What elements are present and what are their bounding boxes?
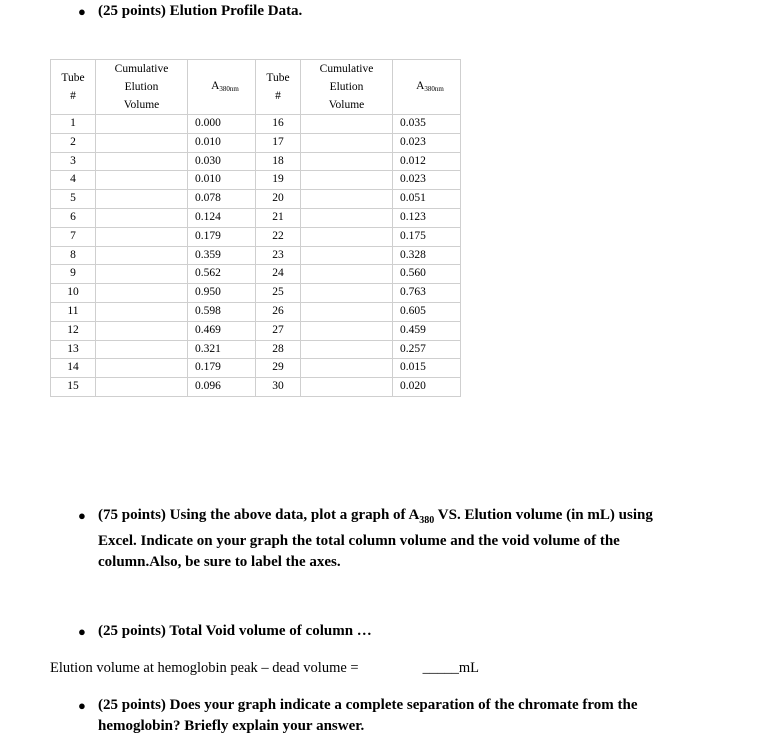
- absorbance-cell: 0.023: [393, 171, 461, 190]
- tube-number-cell: 8: [51, 246, 96, 265]
- tube-number-cell: 17: [256, 133, 301, 152]
- header-absorbance: $A_{380nm}$: [393, 60, 461, 115]
- absorbance-cell: 0.012: [393, 152, 461, 171]
- section-separation-question: [78, 695, 678, 737]
- tube-number-cell: 24: [256, 265, 301, 284]
- bullet-icon: ●: [78, 4, 86, 19]
- elution-volume-cell: [96, 321, 188, 340]
- tube-number-cell: 20: [256, 190, 301, 209]
- formula-text: Elution volume at hemoglobin peak – dead volume =: [50, 660, 359, 676]
- elution-volume-cell: [301, 171, 393, 190]
- elution-volume-cell: [301, 190, 393, 209]
- absorbance-cell: 0.763: [393, 284, 461, 303]
- table-row: [51, 302, 461, 321]
- table-row: [51, 359, 461, 378]
- answer-blank[interactable]: _____mL: [422, 660, 479, 676]
- header-absorbance: $A_{380nm}$: [188, 60, 256, 115]
- bullet-icon: ●: [78, 624, 86, 639]
- elution-volume-cell: [301, 208, 393, 227]
- elution-volume-cell: [301, 133, 393, 152]
- section-plot-graph: [78, 505, 678, 573]
- tube-number-cell: 5: [51, 190, 96, 209]
- elution-volume-cell: [301, 302, 393, 321]
- tube-number-cell: 26: [256, 302, 301, 321]
- header-tube: Tube #: [256, 60, 301, 115]
- table-row: [51, 133, 461, 152]
- absorbance-cell: 0.469: [188, 321, 256, 340]
- elution-volume-cell: [96, 227, 188, 246]
- elution-volume-cell: [96, 359, 188, 378]
- bullet-icon: ●: [78, 508, 86, 523]
- absorbance-cell: 0.020: [393, 378, 461, 397]
- absorbance-cell: 0.000: [188, 115, 256, 134]
- absorbance-cell: 0.179: [188, 227, 256, 246]
- absorbance-cell: 0.359: [188, 246, 256, 265]
- tube-number-cell: 4: [51, 171, 96, 190]
- elution-volume-cell: [96, 284, 188, 303]
- tube-number-cell: 25: [256, 284, 301, 303]
- section-text: (75 points) Using the above data, plot a graph of $A_{380}$ VS. Elution volume (in mL) using Excel. Indicate on your graph the total column volume and the void volume of the column.Also, be sure to label the axes.: [98, 507, 653, 570]
- table-row: [51, 171, 461, 190]
- absorbance-cell: 0.124: [188, 208, 256, 227]
- header-tube: Tube #: [51, 60, 96, 115]
- absorbance-cell: 0.015: [393, 359, 461, 378]
- void-volume-formula: [50, 658, 479, 678]
- absorbance-cell: 0.010: [188, 171, 256, 190]
- elution-volume-cell: [96, 246, 188, 265]
- absorbance-cell: 0.035: [393, 115, 461, 134]
- absorbance-cell: 0.175: [393, 227, 461, 246]
- tube-number-cell: 18: [256, 152, 301, 171]
- elution-volume-cell: [301, 246, 393, 265]
- tube-number-cell: 21: [256, 208, 301, 227]
- elution-data-table: [50, 59, 461, 397]
- section-elution-profile: [78, 1, 738, 22]
- absorbance-cell: 0.562: [188, 265, 256, 284]
- table-row: [51, 227, 461, 246]
- absorbance-cell: 0.257: [393, 340, 461, 359]
- section-title: (25 points) Does your graph indicate a complete separation of the chromate from the hemoglobin? Briefly explain your answer.: [98, 697, 638, 734]
- section-title: (25 points) Total Void volume of column …: [98, 623, 372, 639]
- table-row: [51, 115, 461, 134]
- elution-volume-cell: [96, 378, 188, 397]
- tube-number-cell: 14: [51, 359, 96, 378]
- section-void-volume: [78, 621, 678, 642]
- tube-number-cell: 9: [51, 265, 96, 284]
- elution-volume-cell: [96, 190, 188, 209]
- table-row: [51, 152, 461, 171]
- tube-number-cell: 22: [256, 227, 301, 246]
- elution-volume-cell: [301, 340, 393, 359]
- elution-volume-cell: [96, 171, 188, 190]
- elution-volume-cell: [96, 265, 188, 284]
- elution-volume-cell: [301, 265, 393, 284]
- absorbance-cell: 0.560: [393, 265, 461, 284]
- elution-volume-cell: [96, 115, 188, 134]
- table-row: [51, 284, 461, 303]
- absorbance-cell: 0.605: [393, 302, 461, 321]
- elution-volume-cell: [301, 378, 393, 397]
- elution-volume-cell: [301, 152, 393, 171]
- table-row: [51, 378, 461, 397]
- bullet-icon: ●: [78, 698, 86, 713]
- table-row: [51, 265, 461, 284]
- tube-number-cell: 10: [51, 284, 96, 303]
- absorbance-cell: 0.598: [188, 302, 256, 321]
- tube-number-cell: 7: [51, 227, 96, 246]
- header-cumulative-volume: Cumulative Elution Volume: [96, 60, 188, 115]
- tube-number-cell: 12: [51, 321, 96, 340]
- tube-number-cell: 13: [51, 340, 96, 359]
- tube-number-cell: 28: [256, 340, 301, 359]
- tube-number-cell: 11: [51, 302, 96, 321]
- tube-number-cell: 27: [256, 321, 301, 340]
- tube-number-cell: 15: [51, 378, 96, 397]
- tube-number-cell: 23: [256, 246, 301, 265]
- table-body: [51, 115, 461, 397]
- absorbance-cell: 0.010: [188, 133, 256, 152]
- absorbance-cell: 0.023: [393, 133, 461, 152]
- absorbance-cell: 0.179: [188, 359, 256, 378]
- absorbance-cell: 0.123: [393, 208, 461, 227]
- table-header-row: [51, 60, 461, 115]
- table-row: [51, 340, 461, 359]
- tube-number-cell: 29: [256, 359, 301, 378]
- elution-volume-cell: [96, 302, 188, 321]
- absorbance-cell: 0.950: [188, 284, 256, 303]
- absorbance-cell: 0.321: [188, 340, 256, 359]
- elution-volume-cell: [96, 208, 188, 227]
- table-row: [51, 246, 461, 265]
- tube-number-cell: 30: [256, 378, 301, 397]
- elution-volume-cell: [301, 359, 393, 378]
- tube-number-cell: 1: [51, 115, 96, 134]
- header-cumulative-volume: Cumulative Elution Volume: [301, 60, 393, 115]
- elution-volume-cell: [96, 340, 188, 359]
- tube-number-cell: 2: [51, 133, 96, 152]
- elution-volume-cell: [301, 321, 393, 340]
- tube-number-cell: 16: [256, 115, 301, 134]
- table-row: [51, 190, 461, 209]
- absorbance-cell: 0.051: [393, 190, 461, 209]
- absorbance-cell: 0.328: [393, 246, 461, 265]
- elution-volume-cell: [301, 115, 393, 134]
- absorbance-cell: 0.030: [188, 152, 256, 171]
- absorbance-cell: 0.078: [188, 190, 256, 209]
- elution-volume-cell: [301, 284, 393, 303]
- absorbance-cell: 0.096: [188, 378, 256, 397]
- tube-number-cell: 19: [256, 171, 301, 190]
- elution-volume-cell: [301, 227, 393, 246]
- tube-number-cell: 3: [51, 152, 96, 171]
- table-row: [51, 208, 461, 227]
- elution-volume-cell: [96, 152, 188, 171]
- tube-number-cell: 6: [51, 208, 96, 227]
- section-title: (25 points) Elution Profile Data.: [98, 3, 303, 19]
- elution-volume-cell: [96, 133, 188, 152]
- absorbance-cell: 0.459: [393, 321, 461, 340]
- table-row: [51, 321, 461, 340]
